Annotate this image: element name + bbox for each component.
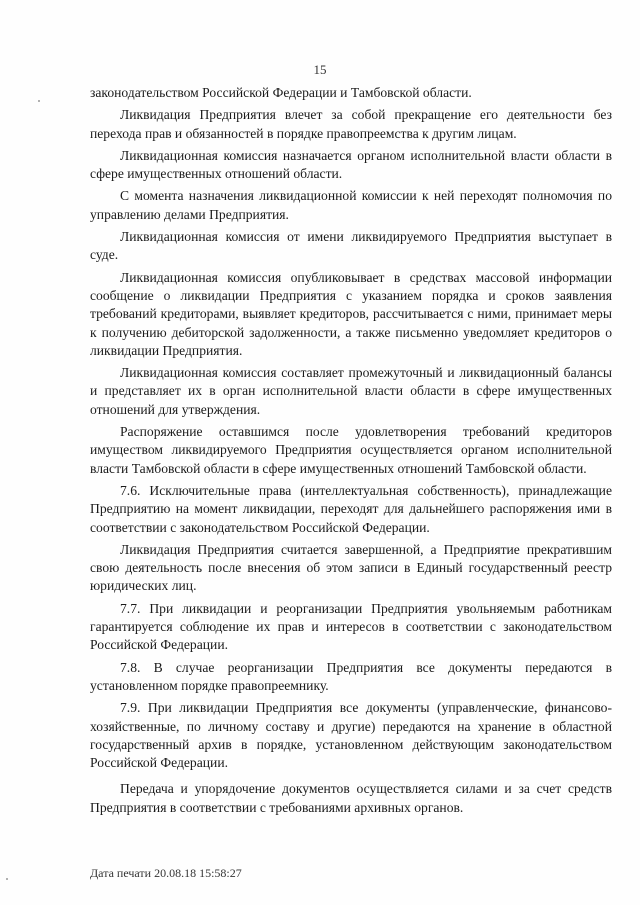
paragraph: Ликвидационная комиссия составляет промежуточный и ликвидационный балансы и представляет их в орган исполнительной власти области в сфере имущественных отношений для утверждения. bbox=[90, 365, 612, 417]
paragraph: 7.7. При ликвидации и реорганизации Предприятия увольняемым работникам гарантируется соблюдение их прав и интересов в соответствии с законодательством Российской Федерации. bbox=[90, 600, 612, 653]
paragraph: Ликвидация Предприятия влечет за собой прекращение его деятельности без перехода прав и обязанностей в порядке правопреемства к другим лицам. bbox=[90, 107, 612, 141]
paragraph: Распоряжение оставшимся после удовлетворения требований кредиторов имуществом ликвидируемого Предприятия осуществляется органом исполнительной власти Тамбовской области в сфере имущественных отношений Тамбовской области. bbox=[90, 424, 612, 476]
scan-speck bbox=[38, 100, 40, 102]
paragraph: законодательством Российской Федерации и Тамбовской области. bbox=[90, 85, 472, 100]
paragraph: 7.6. Исключительные права (интеллектуальная собственность), принадлежащие Предприятию на момент ликвидации, переходят для дальнейшего распоряжения ими в соответствии с законодательством Российской Федерации. bbox=[90, 482, 612, 535]
paragraph: Ликвидационная комиссия от имени ликвидируемого Предприятия выступает в суде. bbox=[90, 229, 612, 263]
paragraph: 7.8. В случае реорганизации Предприятия все документы передаются в установленном порядке правопреемнику. bbox=[90, 659, 612, 693]
paragraph: Передача и упорядочение документов осуществляется силами и за счет средств Предприятия в соответствии с требованиями архивных органов. bbox=[90, 781, 612, 815]
print-date-footer: Дата печати 20.08.18 15:58:27 bbox=[90, 866, 242, 880]
paragraph: С момента назначения ликвидационной комиссии к ней переходят полномочия по управлению делами Предприятия. bbox=[90, 188, 612, 222]
paragraph: Ликвидационная комиссия назначается органом исполнительной власти области в сфере имущественных отношений области. bbox=[90, 147, 612, 182]
page-number: 15 bbox=[313, 62, 327, 77]
paragraph: Ликвидационная комиссия опубликовывает в средствах массовой информации сообщение о ликвидации Предприятия с указанием порядка и сроков заявления требований кредиторами, выявляет кредиторов, рассчитывается с ними, принимает меры к получению дебиторской задолженности, а также письменно уведомляет кредиторов о ликвидации Предприятия. bbox=[90, 269, 612, 358]
paragraph: 7.9. При ликвидации Предприятия все документы (управленческие, финансово-хозяйственные, по личному составу и другие) передаются на хранение в областной государственный архив в порядке, установленном действующим законодательством Российской Федерации. bbox=[90, 700, 612, 771]
document-body bbox=[90, 84, 612, 821]
scan-speck bbox=[6, 878, 8, 880]
paragraph: Ликвидация Предприятия считается завершенной, а Предприятие прекратившим свою деятельность после внесения об этом записи в Единый государственный реестр юридических лиц. bbox=[90, 541, 612, 594]
